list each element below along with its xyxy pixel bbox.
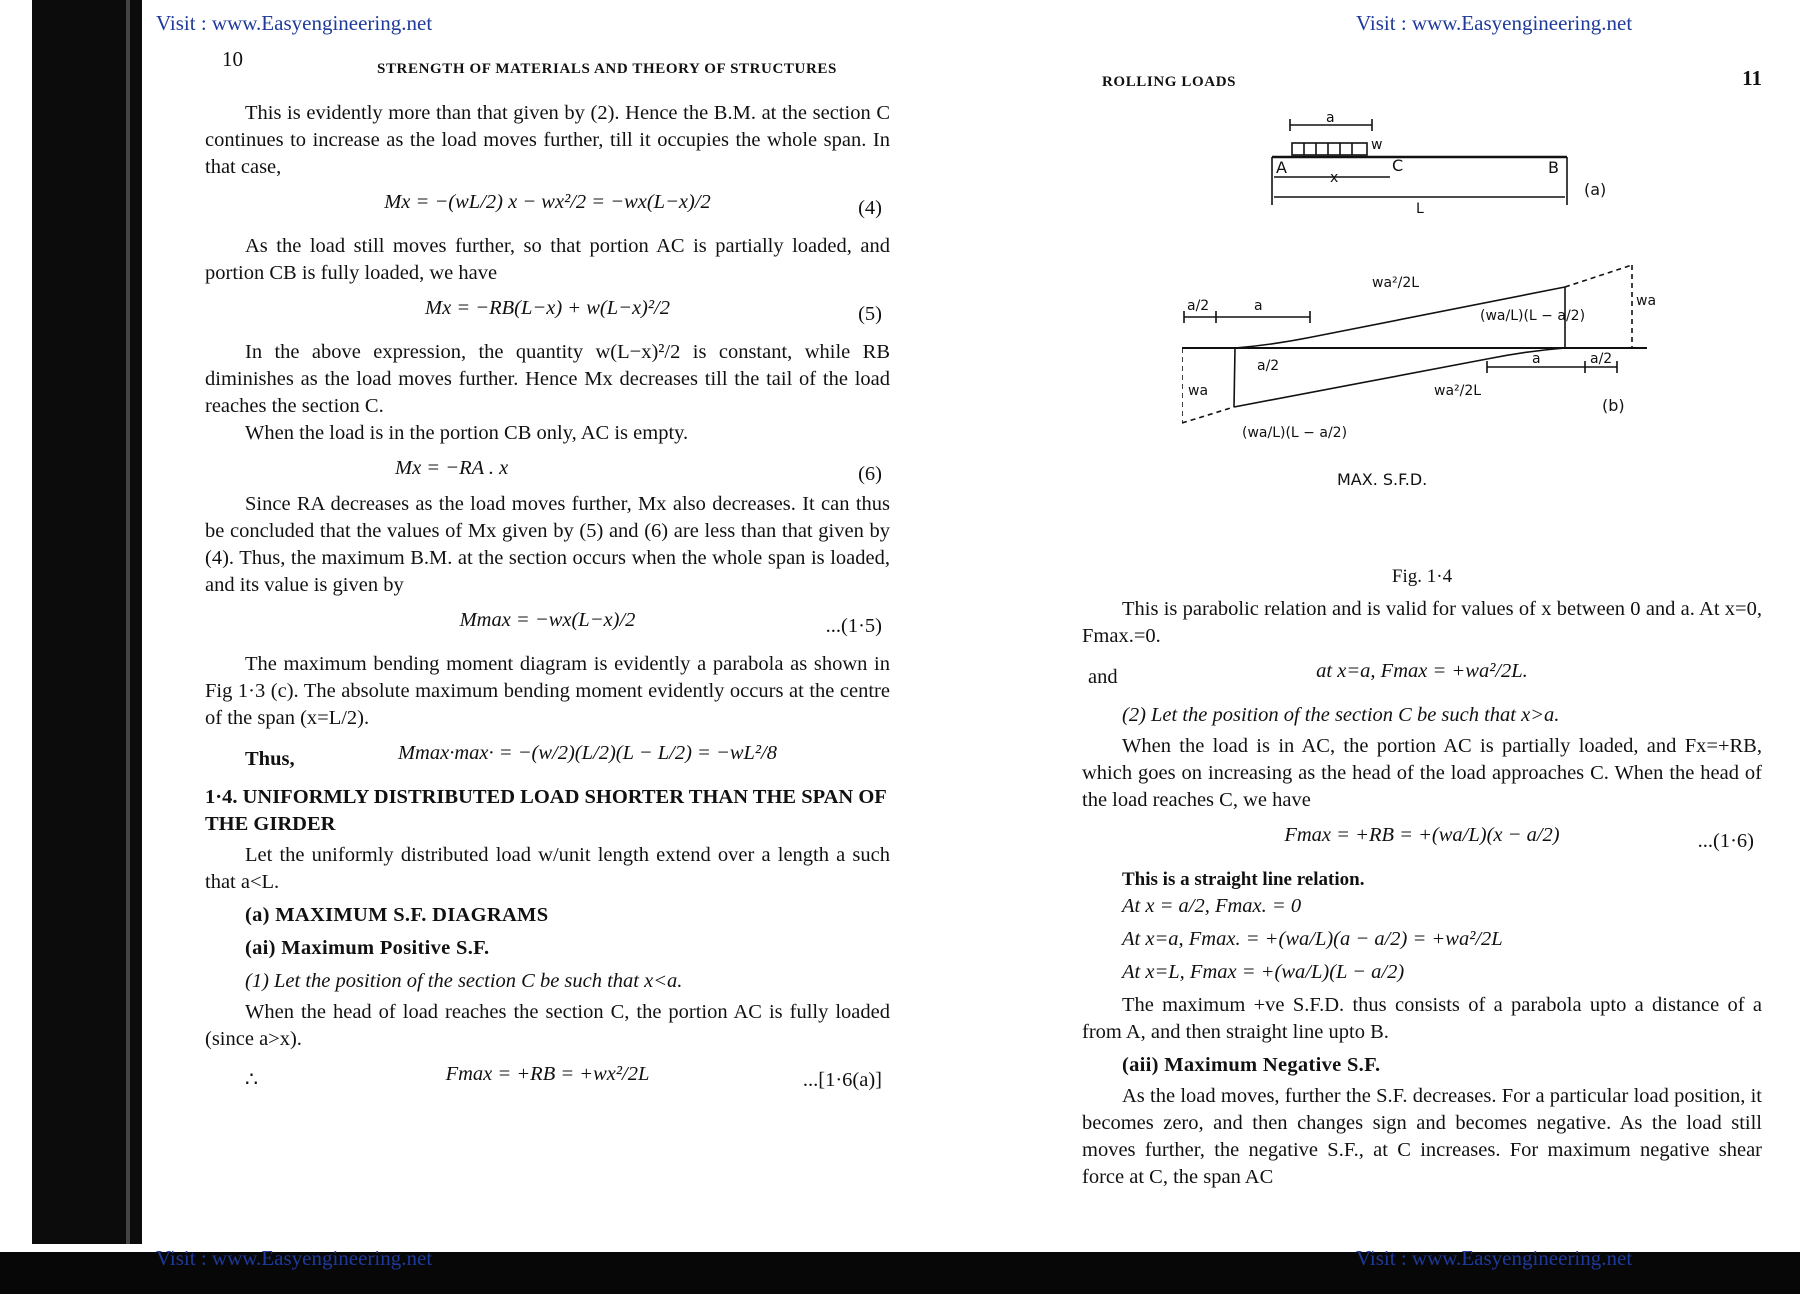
figure-caption: Fig. 1·4 <box>1391 566 1453 587</box>
equation-1-5 <box>205 607 890 643</box>
equation-1-6 <box>1082 822 1762 858</box>
right-running-head <box>1082 55 1762 95</box>
equation-at-x-a <box>1082 658 1762 694</box>
watermark-link-bottom-right[interactable]: Visit : www.Easyengineering.net <box>1356 1246 1633 1270</box>
fig-span-label: L <box>1416 201 1424 217</box>
equation-4 <box>205 189 890 225</box>
right-running-title: ROLLING LOADS <box>1102 74 1237 90</box>
right-paragraph-1: This is parabolic relation and is valid for values of x between 0 and a. At x=0, Fmax.=0. <box>1082 598 1762 647</box>
paragraph-2: As the load still moves further, so that portion AC is partially loaded, and portion CB is fully loaded, we have <box>205 235 890 284</box>
fig-wa2-2l-bottom: wa²/2L <box>1434 383 1482 399</box>
equation-1-6a-number: ...[1·6(a)] <box>802 1069 882 1091</box>
fig-a-left: a <box>1254 298 1263 314</box>
fig-section-c: C <box>1392 156 1404 175</box>
subheading-ai <box>245 935 890 962</box>
fig-a-label: a <box>1326 110 1335 126</box>
subheading-a-text: (a) MAXIMUM S.F. DIAGRAMS <box>245 904 549 926</box>
left-page <box>205 40 890 1105</box>
equation-1-6a <box>205 1061 890 1097</box>
equation-6-expr: Mx = −RA . x <box>395 457 509 479</box>
paragraph-1: This is evidently more than that given by (2). Hence the B.M. at the section C continues to increase as the load moves further, till it occupies the whole span. In that case, <box>205 102 890 178</box>
right-paragraph-5: As the load moves, further the S.F. decreases. For a particular load position, it becomes zero, and then changes sign and becomes negative. As the load still moves further, the negative S.F., at C increases. For maximum negative shear force at C, the span AC <box>1082 1085 1762 1188</box>
fig-x-label: x <box>1330 170 1339 186</box>
paragraph-7: Let the uniformly distributed load w/unit length extend over a length a such that a<L. <box>205 844 890 893</box>
equation-1-6-number: ...(1·6) <box>1697 830 1754 852</box>
equation-1-6a-expr: Fmax = +RB = +wx²/2L <box>445 1063 650 1085</box>
equation-absolute-max-expr: Mmax·max· = −(w/2)(L/2)(L − L/2) = −wL²/8 <box>397 742 778 764</box>
equation-5-expr: Mx = −RB(L−x) + w(L−x)²/2 <box>425 297 670 319</box>
fig-support-b: B <box>1548 158 1559 177</box>
fig-positive-max: (wa/L)(L − a/2) <box>1480 308 1586 324</box>
watermark-link-top-left[interactable]: Visit : www.Easyengineering.net <box>156 11 433 35</box>
paragraph-6: The maximum bending moment diagram is evidently a parabola as shown in Fig 1·3 (c). The absolute maximum bending moment evidently occurs at the centre of the span (x=L/2). <box>205 653 890 729</box>
subheading-2: (2) Let the position of the section C be such that x>a. <box>1122 704 1560 726</box>
equation-1-6-expr: Fmax = +RB = +(wa/L)(x − a/2) <box>1284 824 1560 846</box>
right-page <box>1082 55 1762 1191</box>
paragraph-4: When the load is in the portion CB only, AC is empty. <box>245 422 689 444</box>
fig-wa-right: wa <box>1636 293 1657 309</box>
equation-5-number: (5) <box>858 303 882 325</box>
equation-1-5-expr: Mmax = −wx(L−x)/2 <box>459 609 636 631</box>
fig-wa2-2l-top: wa²/2L <box>1372 275 1420 291</box>
equation-4-number: (4) <box>858 197 882 219</box>
equation-4-expr: Mx = −(wL/2) x − wx²/2 = −wx(L−x)/2 <box>384 191 711 213</box>
left-running-head <box>205 40 890 100</box>
binding-edge <box>126 0 130 1265</box>
fig-sfd-caption: MAX. S.F.D. <box>1337 470 1428 489</box>
subheading-aii-text: (aii) Maximum Negative S.F. <box>1122 1054 1381 1076</box>
equation-absolute-max <box>205 740 890 776</box>
paragraph-3: In the above expression, the quantity w(L−x)²/2 is constant, while RB diminishes as the load moves further. Hence Mx decreases till the tail of the load reaches the section C. <box>205 341 890 417</box>
section-heading-1-4 <box>205 784 890 838</box>
fig-a-right: a <box>1532 351 1541 367</box>
section-number: 1·4. <box>205 786 238 808</box>
fig-negative-max: (wa/L)(L − a/2) <box>1242 425 1348 441</box>
left-page-number: 10 <box>222 47 243 71</box>
figure-diagram <box>1182 105 1742 555</box>
subheading-aii <box>1122 1052 1762 1079</box>
fig-a-half-left: a/2 <box>1187 298 1210 314</box>
and-label: and <box>1088 666 1118 688</box>
right-paragraph-2: When the load is in AC, the portion AC is partially loaded, and Fx=+RB, which goes on increasing as the head of the load approaches C. When the head of the load reaches C, we have <box>1082 735 1762 811</box>
fig-a-half-inner: a/2 <box>1257 358 1280 374</box>
equation-at-x-a-expr: at x=a, Fmax = +wa²/2L. <box>1316 660 1528 682</box>
right-page-number: 11 <box>1742 66 1762 90</box>
at-x-l: At x=L, Fmax = +(wa/L)(L − a/2) <box>1122 961 1405 983</box>
therefore-symbol: ∴ <box>245 1069 259 1091</box>
right-paragraph-3: This is a straight line relation. <box>1122 869 1365 890</box>
fig-w-label: w <box>1371 137 1383 153</box>
right-paragraph-4: The maximum +ve S.F.D. thus consists of a parabola upto a distance of a from A, and then straight line upto B. <box>1082 994 1762 1043</box>
watermark-link-bottom-left[interactable]: Visit : www.Easyengineering.net <box>156 1246 433 1270</box>
fig-support-a: A <box>1276 158 1287 177</box>
subheading-ai-text: (ai) Maximum Positive S.F. <box>245 937 490 959</box>
fig-part-a-label: (a) <box>1584 180 1607 199</box>
equation-1-5-number: ...(1·5) <box>825 615 882 637</box>
watermark-link-top-right[interactable]: Visit : www.Easyengineering.net <box>1356 11 1633 35</box>
equation-6-number: (6) <box>858 463 882 485</box>
paragraph-8: When the head of load reaches the section C, the portion AC is fully loaded (since a>x). <box>205 1001 890 1050</box>
equation-6 <box>205 455 890 483</box>
left-running-title: STRENGTH OF MATERIALS AND THEORY OF STRUCTURES <box>377 61 837 77</box>
fig-a-half-right: a/2 <box>1590 351 1613 367</box>
at-x-half-a: At x = a/2, Fmax. = 0 <box>1122 895 1302 917</box>
thus-label: Thus, <box>245 748 295 770</box>
equation-5 <box>205 295 890 331</box>
fig-wa-left: wa <box>1188 383 1209 399</box>
at-x-a: At x=a, Fmax. = +(wa/L)(a − a/2) = +wa²/2L <box>1122 928 1503 950</box>
section-title: UNIFORMLY DISTRIBUTED LOAD SHORTER THAN THE SPAN OF THE GIRDER <box>205 786 887 835</box>
fig-part-b-label: (b) <box>1602 396 1625 415</box>
figure-1-4 <box>1182 105 1742 555</box>
subheading-a <box>245 902 890 929</box>
subheading-1: (1) Let the position of the section C be such that x<a. <box>245 970 683 992</box>
paragraph-5: Since RA decreases as the load moves further, Mx also decreases. It can thus be concluded that the values of Mx given by (5) and (6) are less than that given by (4). Thus, the maximum B.M. at the section occurs when the whole span is loaded, and its value is given by <box>205 493 890 596</box>
